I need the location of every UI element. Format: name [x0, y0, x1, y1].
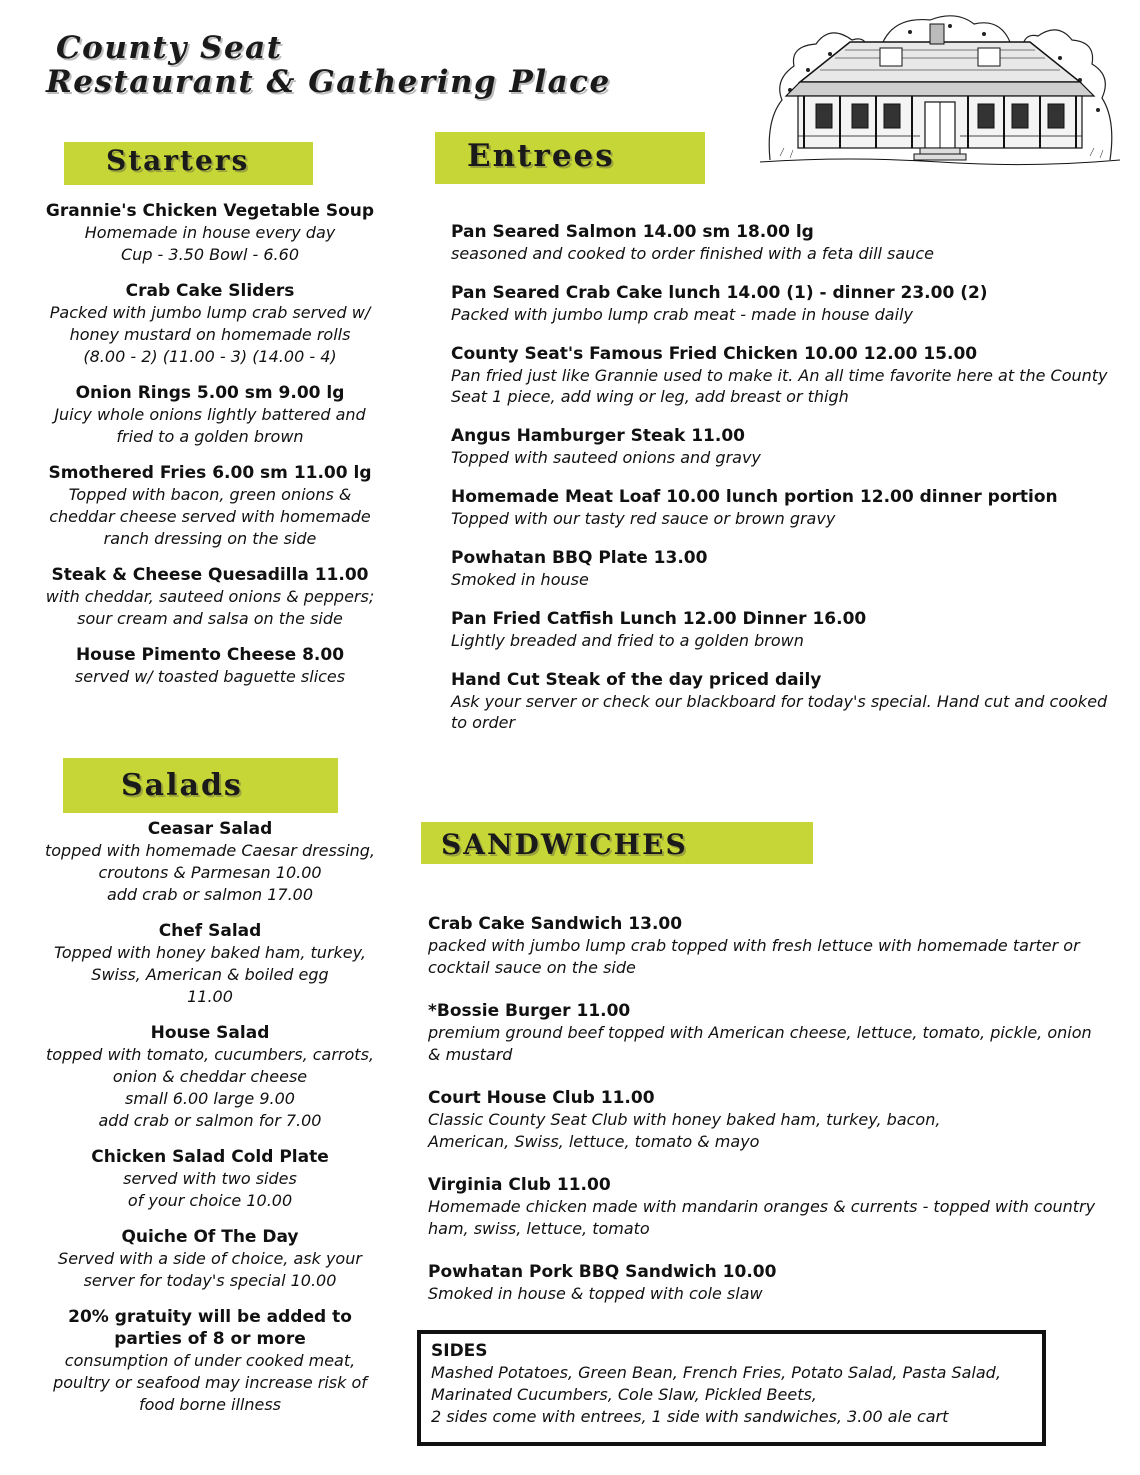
item-name: Onion Rings 5.00 sm 9.00 lg	[75, 383, 345, 403]
item-name: Chef Salad	[158, 921, 262, 941]
menu-item	[451, 343, 1121, 407]
menu-item	[40, 200, 380, 266]
item-extra: small 6.00 large 9.00	[125, 1089, 295, 1108]
item-name: Pan Seared Salmon 14.00 sm 18.00 lg	[451, 222, 814, 242]
item-desc: Lightly breaded and fried to a golden brown	[451, 631, 804, 650]
item-desc: packed with jumbo lump crab topped with fresh lettuce with homemade tarter or cocktail sauce on the side	[428, 936, 1080, 977]
starters-header: Starters	[64, 142, 313, 185]
item-desc: with cheddar, sauteed onions & peppers; sour cream and salsa on the side	[45, 587, 375, 628]
menu-item	[451, 282, 1121, 325]
item-name: County Seat's Famous Fried Chicken 10.00 12.00 15.00	[451, 344, 978, 364]
item-name: House Pimento Cheese 8.00	[75, 645, 345, 665]
menu-item	[451, 425, 1121, 468]
item-price: Cup - 3.50 Bowl - 6.60	[121, 245, 299, 264]
item-desc: Topped with our tasty red sauce or brown gravy	[451, 509, 836, 528]
house-illustration	[760, 10, 1120, 170]
menu-item	[451, 486, 1121, 529]
item-desc: premium ground beef topped with American cheese, lettuce, tomato, pickle, onion & mustard	[428, 1023, 1092, 1064]
menu-item	[451, 608, 1121, 651]
salads-header: Salads	[63, 758, 338, 813]
item-name: Pan Seared Crab Cake lunch 14.00 (1) - dinner 23.00 (2)	[451, 283, 988, 303]
menu-item	[40, 644, 380, 688]
menu-item	[428, 1174, 1098, 1240]
menu-item	[451, 669, 1121, 733]
sides-title: SIDES	[431, 1341, 488, 1361]
item-extra: add crab or salmon 17.00	[106, 885, 314, 904]
item-name: Crab Cake Sandwich 13.00	[428, 914, 683, 934]
item-name: Quiche Of The Day	[121, 1227, 299, 1247]
item-name: Smothered Fries 6.00 sm 11.00 lg	[48, 463, 372, 483]
item-desc: Juicy whole onions lightly battered and fried to a golden brown	[54, 405, 366, 446]
restaurant-title-line1: County Seat	[56, 30, 283, 66]
menu-item	[428, 1087, 1098, 1153]
sandwiches-list	[428, 913, 1098, 1326]
restaurant-title-line2: Restaurant & Gathering Place	[46, 64, 611, 100]
item-price: (8.00 - 2) (11.00 - 3) (14.00 - 4)	[83, 347, 337, 366]
menu-item	[40, 462, 380, 550]
item-desc: Topped with sauteed onions and gravy	[451, 448, 761, 467]
menu-item	[40, 564, 380, 630]
menu-item	[428, 913, 1098, 979]
item-name: Grannie's Chicken Vegetable Soup	[45, 201, 375, 221]
item-desc: topped with homemade Caesar dressing, croutons & Parmesan 10.00	[44, 841, 376, 882]
item-desc: topped with tomato, cucumbers, carrots, onion & cheddar cheese	[46, 1045, 374, 1086]
item-name: Ceasar Salad	[147, 819, 273, 839]
item-extra: 11.00	[187, 987, 233, 1006]
item-extra: add crab or salmon for 7.00	[98, 1111, 322, 1130]
item-name: Angus Hamburger Steak 11.00	[451, 426, 746, 446]
item-name: House Salad	[150, 1023, 270, 1043]
starters-list	[40, 200, 380, 702]
menu-item	[428, 1261, 1098, 1305]
sandwiches-header: SANDWICHES	[421, 822, 813, 864]
menu-item	[40, 280, 380, 368]
item-desc: Topped with bacon, green onions & cheddar cheese served with homemade ranch dressing on the side	[49, 485, 371, 548]
sides-line: 2 sides come with entrees, 1 side with sandwiches, 3.00 ale cart	[431, 1407, 949, 1426]
gratuity-notice	[40, 1306, 380, 1416]
item-name: Steak & Cheese Quesadilla 11.00	[51, 565, 369, 585]
menu-item	[40, 920, 380, 1008]
menu-item	[40, 818, 380, 906]
item-name: *Bossie Burger 11.00	[428, 1001, 631, 1021]
item-desc: Smoked in house	[451, 570, 589, 589]
menu-item	[40, 1022, 380, 1132]
item-desc: Ask your server or check our blackboard for today's special. Hand cut and cooked to order	[451, 692, 1108, 732]
item-name: Crab Cake Sliders	[125, 281, 295, 301]
menu-item	[428, 1000, 1098, 1066]
item-name: Chicken Salad Cold Plate	[91, 1147, 329, 1167]
item-desc: Homemade chicken made with mandarin oranges & currents - topped with country ham, swiss, lettuce, tomato	[428, 1197, 1096, 1238]
item-desc: served w/ toasted baguette slices	[74, 667, 346, 686]
entrees-list	[451, 221, 1121, 751]
item-desc: seasoned and cooked to order finished with a feta dill sauce	[451, 244, 934, 263]
item-name: Powhatan Pork BBQ Sandwich 10.00	[428, 1262, 777, 1282]
item-desc: Homemade in house every day	[84, 223, 336, 242]
notice-title: 20% gratuity will be added to parties of 8 or more	[68, 1307, 352, 1349]
menu-item	[451, 547, 1121, 590]
item-desc: Packed with jumbo lump crab meat - made in house daily	[451, 305, 913, 324]
menu-item	[451, 221, 1121, 264]
item-name: Pan Fried Catfish Lunch 12.00 Dinner 16.00	[451, 609, 867, 629]
menu-item	[40, 1226, 380, 1292]
item-desc: Topped with honey baked ham, turkey, Swiss, American & boiled egg	[54, 943, 366, 984]
sides-box	[417, 1330, 1046, 1446]
salads-list	[40, 818, 380, 1430]
notice-text: consumption of under cooked meat, poultry or seafood may increase risk of food borne illness	[53, 1351, 367, 1414]
item-desc: Classic County Seat Club with honey baked ham, turkey, bacon, American, Swiss, lettuce, tomato & mayo	[428, 1110, 941, 1151]
item-name: Court House Club 11.00	[428, 1088, 655, 1108]
item-name: Hand Cut Steak of the day priced daily	[451, 670, 822, 690]
menu-item	[40, 382, 380, 448]
item-extra: of your choice 10.00	[127, 1191, 293, 1210]
item-name: Powhatan BBQ Plate 13.00	[451, 548, 708, 568]
item-desc: Pan fried just like Grannie used to make it. An all time favorite here at the County Seat 1 piece, add wing or leg, add breast or thigh	[451, 366, 1108, 406]
item-desc: Smoked in house & topped with cole slaw	[428, 1284, 763, 1303]
sides-line: Marinated Cucumbers, Cole Slaw, Pickled Beets,	[431, 1385, 817, 1404]
item-desc: served with two sides	[123, 1169, 297, 1188]
item-name: Homemade Meat Loaf 10.00 lunch portion 12.00 dinner portion	[451, 487, 1058, 507]
item-name: Virginia Club 11.00	[428, 1175, 611, 1195]
entrees-header: Entrees	[435, 132, 705, 184]
item-desc: Packed with jumbo lump crab served w/ honey mustard on homemade rolls	[49, 303, 371, 344]
item-desc: Served with a side of choice, ask your server for today's special 10.00	[58, 1249, 362, 1290]
sides-line: Mashed Potatoes, Green Bean, French Fries, Potato Salad, Pasta Salad,	[431, 1363, 1001, 1382]
menu-item	[40, 1146, 380, 1212]
